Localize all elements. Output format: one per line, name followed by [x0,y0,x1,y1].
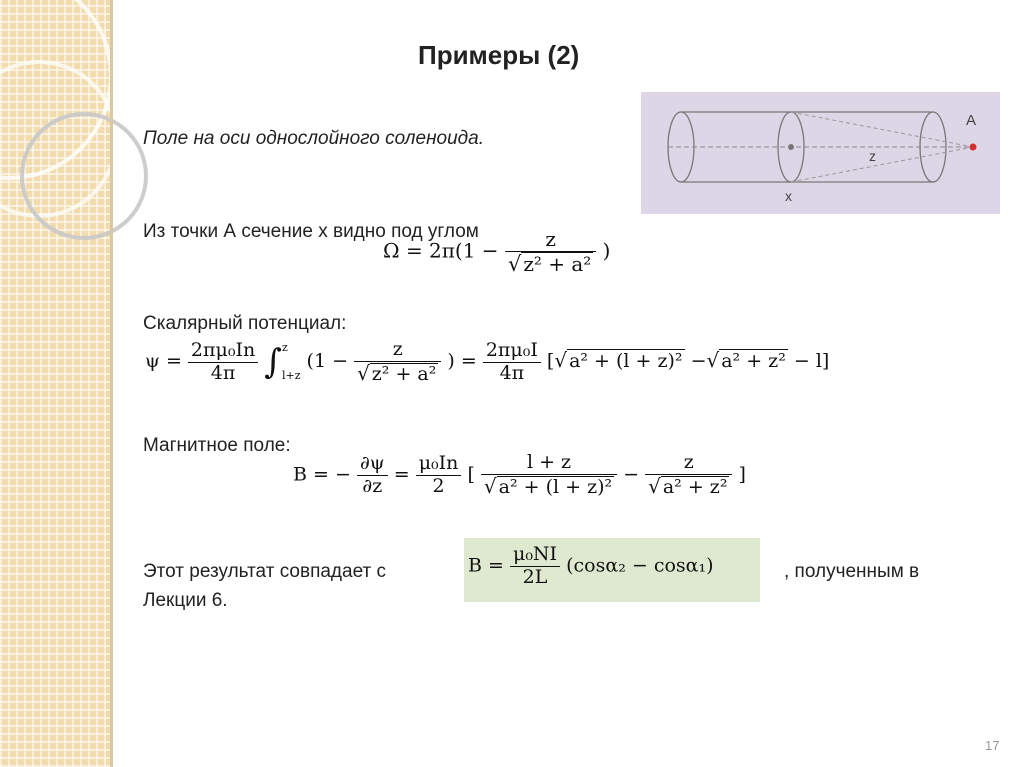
b-minus: − [623,463,640,486]
b-frac3-den: a² + (l + z)² [498,475,613,498]
res-num: μ₀NI [510,544,560,567]
label-x: x [785,188,792,204]
omega-den: z² + a² [523,252,592,276]
solenoid-heading: Поле на оси однослойного соленоида. [143,128,485,149]
b-frac1-den: ∂z [362,474,383,497]
b-frac4-num: z [645,452,732,475]
omega-fraction: $\frac{z}{\text{√ z² + a²}}$ [505,228,596,276]
b-eq: = [393,463,410,486]
res-frac [510,544,560,589]
magnetic-field-label: Магнитное поле: [143,435,291,456]
psi-frac2-den: z² + a² [371,362,437,385]
psi-sqrt1: a² + (l + z)² [569,350,683,372]
psi-formula: ψ = $\frac{\text{2πμ₀In}}{4\pi}$ ∫ z l+z (1 − $\frac{z}{\text{√ z² + a²}}$ ) = $\frac{\text{2πμ₀I}}{4\pi}$ [√ a² + (l + z)² −√ a² + z² − l] [145,334,829,390]
psi-lhs: ψ = [145,350,182,372]
omega-num: z [505,228,596,252]
solenoid-diagram-svg [641,92,1000,214]
b-frac1 [357,453,388,498]
psi-frac3-den: 4π [499,361,525,384]
res-rhs: (cosα₂ − cosα₁) [566,554,714,577]
integral-lower: l+z [281,369,301,382]
b-frac3: $\frac{l + z}{\text{√ a² + (l + z)²}}$ [481,452,617,499]
point-a-marker [970,144,977,151]
result-text-end: , полученным в [784,561,920,582]
label-a: A [966,112,977,129]
psi-frac1-den: 4π [210,361,236,384]
psi-frac1 [188,340,258,385]
psi-sqrt2: a² + z² [721,350,786,372]
psi-frac2-num: z [354,339,441,362]
psi-frac1-num: 2πμ₀In [188,340,258,363]
angle-text: Из точки А сечение х видно под углом [143,221,479,242]
result-text-start: Этот результат совпадает с [143,561,386,582]
psi-paren-open: (1 − [306,350,349,372]
side-strip-edge [110,0,113,767]
decorative-ring [20,112,148,240]
b-frac2-num: μ₀In [416,453,462,476]
scalar-potential-label: Скалярный потенциал: [143,313,347,334]
omega-formula [383,228,610,276]
psi-frac3 [483,340,541,385]
res-lhs: B = [468,554,504,577]
b-frac2 [416,453,462,498]
result-formula [468,544,714,589]
b-formula [293,452,746,499]
psi-minus: − [690,350,707,372]
slide-title: Примеры (2) [418,40,580,70]
solenoid-diagram [641,92,1000,214]
integral-sign: ∫ [264,342,282,382]
lecture-reference: Лекции 6. [143,590,228,611]
omega-close: ) [602,238,611,263]
b-frac1-num: ∂ψ [357,453,388,476]
b-frac4-den: a² + z² [662,475,728,498]
psi-tail: − l] [793,350,830,372]
psi-bracket-open: [ [546,350,555,372]
res-den: 2L [522,565,548,588]
b-frac3-num: l + z [481,452,617,475]
result-formula-box [464,538,760,602]
b-bracket-close: ] [738,463,746,486]
b-frac4: $\frac{z}{\text{√ a² + z²}}$ [645,452,732,499]
b-frac2-den: 2 [432,474,445,497]
psi-frac3-num: 2πμ₀I [483,340,541,363]
integral-upper: z [281,341,288,354]
b-lhs: B = − [293,463,351,486]
label-z: z [869,148,876,164]
b-bracket-open: [ [467,463,475,486]
page-number: 17 [985,738,1000,753]
psi-paren-close: ) = [447,350,477,372]
omega-lhs: Ω = 2π(1 − [383,238,499,263]
integral-limits [282,334,301,390]
psi-frac2: $\frac{z}{\text{√ z² + a²}}$ [354,339,441,386]
